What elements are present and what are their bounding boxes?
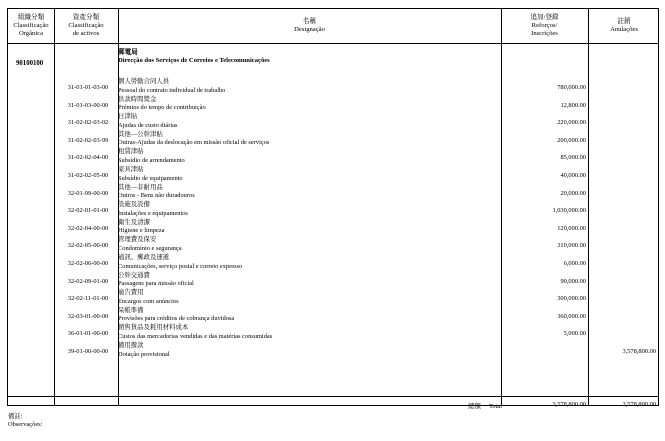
row-designation (118, 254, 242, 271)
header-org-pt1: Classificação (13, 22, 49, 29)
row-code: 32-02-01-01-00 (67, 207, 109, 215)
header-divider (8, 43, 658, 44)
row-designation (118, 324, 272, 341)
row-name-pt: Outras-Ajudas da deslocação em missão oficial de serviços (118, 139, 270, 147)
row-code: 32-01-99-00-00 (67, 189, 109, 197)
row-name-pt: Instalações e equipamentos (118, 209, 188, 217)
table-row (8, 343, 658, 361)
row-code: 31-01-03-00-00 (67, 101, 109, 109)
row-code: 31-02-02-03-02 (67, 119, 109, 127)
row-code: 31-02-02-03-99 (67, 136, 109, 144)
row-designation (118, 307, 234, 324)
row-code: 39-01-00-00-00 (67, 348, 109, 355)
total-label (468, 401, 502, 410)
row-amount: 90,000.00 (560, 277, 586, 285)
row-designation (118, 113, 177, 130)
row-annulment: 3,578,800.00 (622, 348, 656, 355)
header-annul-zh: 註銷 (617, 18, 631, 25)
row-amount: 6,000.00 (563, 260, 586, 267)
table-row (8, 273, 658, 291)
row-amount: 120,000.00 (557, 224, 586, 232)
table-row (8, 132, 658, 150)
row-name-pt: Dotação provisional (118, 350, 170, 358)
row-amount: 85,000.00 (560, 154, 586, 162)
row-name-pt: Pessoal do contrato individual de trabalho (118, 86, 226, 94)
row-designation (118, 166, 183, 183)
row-designation (118, 148, 185, 165)
row-amount: 780,000.00 (557, 84, 586, 91)
row-amount: 200,000.00 (557, 136, 586, 144)
header-annul-pt: Anulações (610, 26, 638, 33)
row-designation (118, 342, 170, 359)
table-row (8, 167, 658, 185)
header-name-zh: 名稱 (302, 18, 317, 25)
row-amount: 12,800.00 (560, 101, 586, 109)
row-designation (118, 78, 225, 95)
header-designation (118, 9, 501, 43)
row-name-zh: 衛生及清潔 (118, 218, 150, 226)
row-name-zh: 銷售貨品及耗用材料成本 (118, 324, 189, 332)
row-name-pt: Subsídio de arrendamento (118, 156, 185, 164)
header-org-class (8, 9, 54, 43)
table-row (8, 325, 658, 343)
row-name-pt: Passagens para missão oficial (118, 280, 194, 288)
row-name-pt: Provisões para créditos de cobrança duvidosa (118, 315, 235, 323)
row-designation (118, 184, 195, 201)
header-org-zh: 組織分類 (17, 14, 45, 21)
row-amount: 20,000.00 (560, 189, 586, 197)
row-amount: 360,000.00 (557, 312, 586, 320)
header-reinforcements (501, 9, 588, 43)
row-name-pt: Condomínio e segurança (118, 244, 182, 252)
observations-pt: Observações: (8, 421, 43, 428)
header-asset-class (54, 9, 118, 43)
table-row (8, 202, 658, 220)
row-code: 32-02-06-00-00 (67, 260, 109, 267)
table-row (8, 79, 658, 97)
row-designation (118, 219, 165, 236)
row-code: 31-01-01-03-00 (67, 84, 109, 91)
row-name-pt: Outros - Bens não duradouros (118, 192, 195, 200)
row-name-pt: Subsídio de equipamento (118, 174, 183, 182)
observations-zh: 備註: (8, 413, 23, 420)
row-name-zh: 設施及設備 (118, 201, 150, 209)
row-designation (118, 201, 188, 218)
row-amount: 220,000.00 (557, 119, 586, 127)
row-name-zh: 呆帳準備 (118, 306, 144, 314)
table-row (8, 149, 658, 167)
department-zh: 郵電局 (118, 49, 138, 56)
row-designation (118, 272, 194, 289)
row-code: 36-01-01-00-00 (67, 330, 109, 338)
row-code: 31-02-02-05-00 (67, 172, 109, 179)
department-pt: Direcção dos Serviços de Correios e Telecomunicações (118, 57, 270, 64)
observations (8, 413, 42, 429)
row-name-zh: 其他—非耐用品 (118, 183, 163, 191)
total-label-zh: 總額 (468, 403, 481, 410)
row-name-pt: Ajudas de custo diárias (118, 121, 178, 129)
table-row (8, 220, 658, 238)
row-code: 32-02-04-00-00 (67, 224, 109, 232)
table-row (8, 290, 658, 308)
row-amount: 40,000.00 (560, 172, 586, 179)
total-label-pt: Total (488, 403, 502, 410)
row-name-zh: 其他—公幹津貼 (118, 130, 163, 138)
row-designation (118, 96, 206, 113)
row-name-zh: 公幹交通費 (118, 271, 150, 279)
header-asset-zh: 資產分類 (72, 14, 100, 21)
header-reinforce-pt1: Reforços/ (531, 22, 558, 29)
budget-table (7, 8, 659, 410)
row-name-zh: 備用撥款 (118, 342, 144, 349)
table-row (8, 308, 658, 326)
row-designation (118, 131, 269, 148)
table-row (8, 185, 658, 203)
total-amount: 3,578,800.00 (552, 401, 586, 408)
row-name-pt: Higiene e limpeza (118, 227, 165, 235)
org-code: 90100100 (16, 60, 44, 67)
row-code: 31-02-02-04-00 (67, 154, 109, 162)
row-amount: 310,000.00 (557, 242, 586, 250)
department-name (118, 49, 270, 65)
row-code: 32-02-09-01-00 (67, 277, 109, 285)
total-divider (8, 396, 658, 397)
header-name-pt: Designação (294, 26, 325, 33)
row-name-pt: Encargos com anúncios (118, 297, 179, 305)
row-name-zh: 家具津貼 (118, 166, 144, 173)
row-name-zh: 供款時間獎金 (118, 95, 157, 103)
table-row (8, 114, 658, 132)
row-name-pt: Comunicações, serviço postal e correio expresso (118, 262, 243, 270)
total-annulment: 3,578,800.00 (622, 401, 656, 408)
row-designation (118, 236, 182, 253)
header-reinforce-zh: 追加/登錄 (530, 14, 559, 21)
header-annulments (588, 9, 660, 43)
row-name-zh: 個人勞動合同人員 (118, 78, 170, 85)
table-row (8, 97, 658, 115)
row-code: 32-02-11-01-00 (67, 295, 109, 303)
row-name-zh: 通訊、郵政及速遞 (118, 254, 170, 261)
row-name-pt: Custos das mercadorias vendidas e das matérias consumidas (118, 332, 273, 340)
row-name-zh: 租賃津貼 (118, 148, 144, 156)
row-designation (118, 289, 179, 306)
row-code: 32-03-01-00-00 (67, 312, 109, 320)
row-amount: 300,000.00 (557, 295, 586, 303)
header-asset-pt2: de activos (72, 30, 100, 37)
header-org-pt2: Orgânica (18, 30, 44, 37)
row-name-zh: 日津貼 (118, 113, 138, 121)
header-asset-pt1: Classificação (68, 22, 104, 29)
table-row (8, 237, 658, 255)
table-row (8, 255, 658, 273)
row-amount: 5,000.00 (563, 330, 586, 338)
row-name-pt: Prémios do tempo de contribuição (118, 104, 206, 112)
row-name-zh: 廣告費用 (118, 289, 144, 297)
row-amount: 1,030,000.00 (552, 207, 586, 215)
header-reinforce-pt2: Inscrições (531, 30, 558, 37)
row-name-zh: 管理費及保安 (118, 236, 157, 244)
row-code: 32-02-05-00-00 (67, 242, 109, 250)
